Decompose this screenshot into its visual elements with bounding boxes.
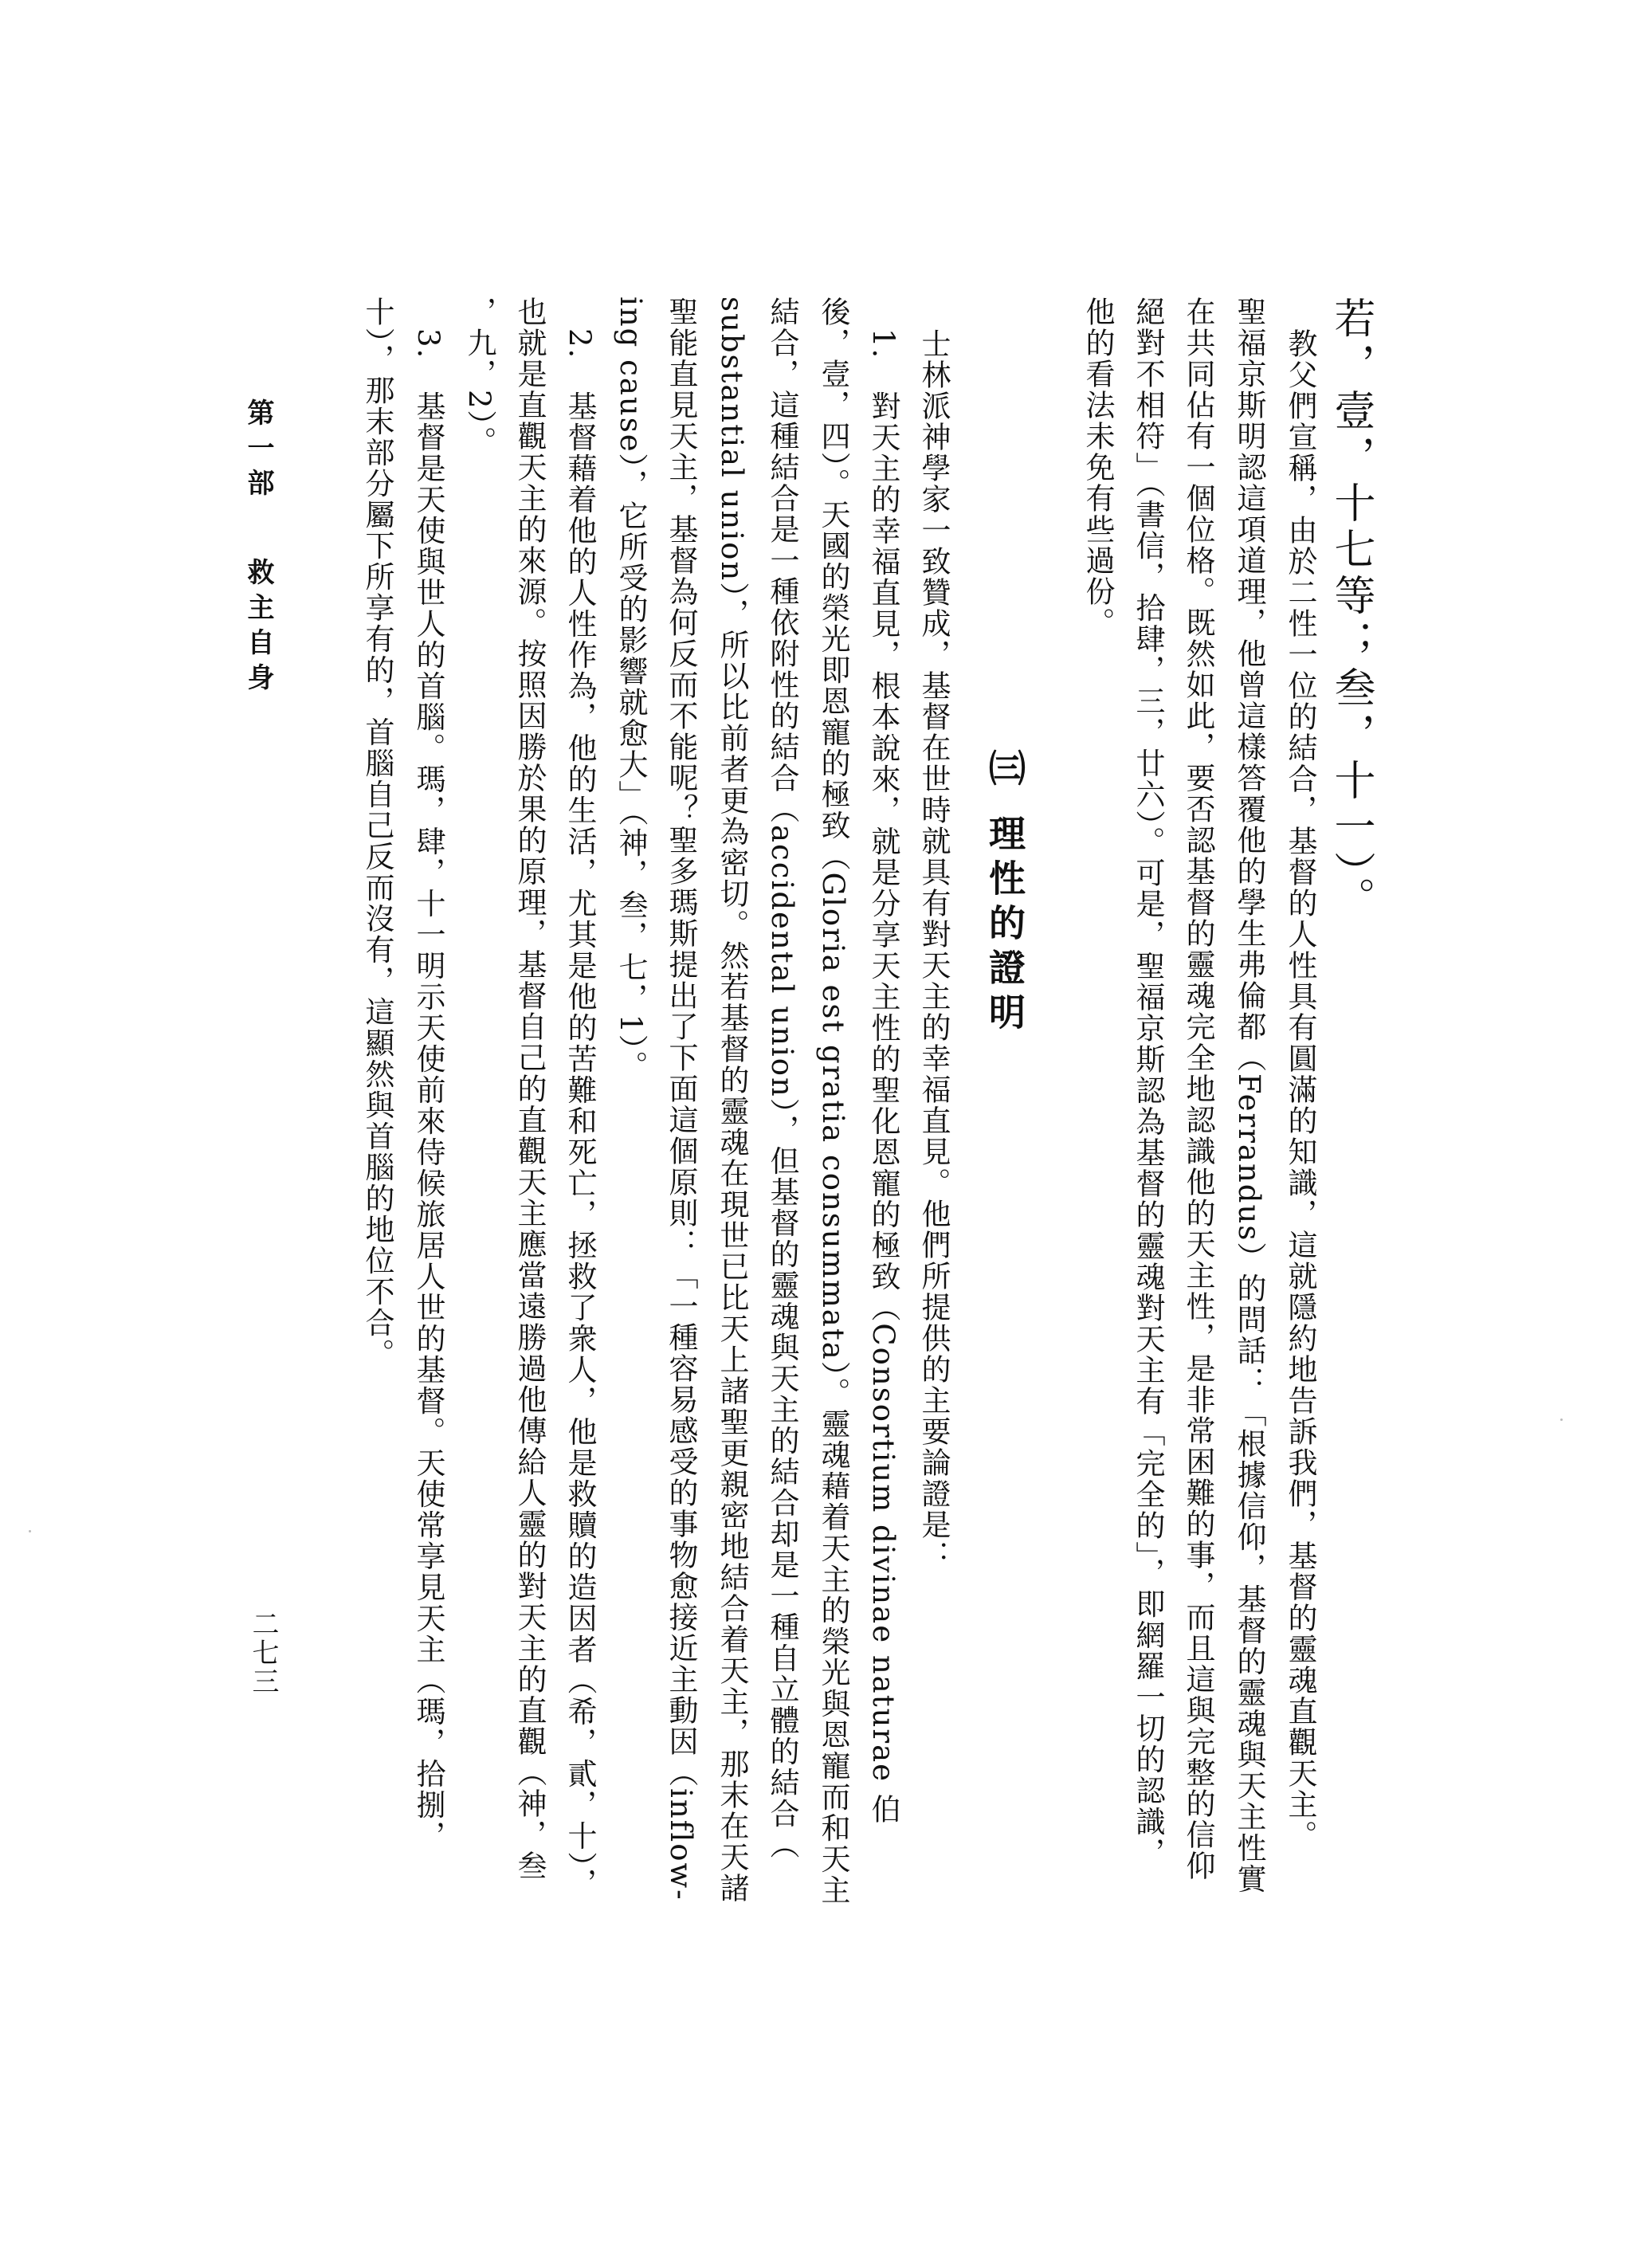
text-column-17: 3. 基督是天使與世人的首腦。瑪，肆，十一明示天使前來侍候旅居人世的基督。天使常享見天主（瑪，拾捌， (411, 328, 445, 1852)
text-column-10: 結合，這種結合是一種依附性的結合（accidental union），但基督的靈魂與天主的結合却是一種自立體的結合（ (765, 296, 799, 1861)
text-column-8: 1. 對天主的幸福直見，根本說來，就是分享天主性的聖化恩寵的極致（Consortium divinae naturae 伯 (866, 328, 900, 1825)
text-column-6: 他的看法未免有些過份。 (1081, 296, 1115, 638)
text-column-3: 聖福京斯明認這項道理，他曾這樣答覆他的學生弗倫都（Ferrandus）的問話：「根據信仰，基督的靈魂與天主性實 (1232, 296, 1266, 1895)
text-column-5: 絕對不相符」（書信，拾肆，三，廿六）。可是，聖福京斯認為基督的靈魂對天主有「完全的」，即網羅一切的認識， (1131, 296, 1165, 1869)
section-heading: ㈢ 理性的證明 (983, 749, 1026, 1038)
scan-speck (29, 1530, 31, 1532)
running-footer-title: 救主自身 (242, 558, 274, 698)
text-column-9: 後，壹，四）。天國的榮光即恩寵的極致（Gloria est gratia consummata）。靈魂藉着天主的榮光與恩寵而和天主 (816, 296, 850, 1906)
text-column-15: 也就是直觀天主的來源。按照因勝於果的原理，基督自己的直觀天主應當遠勝過他傳給人靈的對天主的直觀（神，叁 (512, 296, 547, 1881)
text-column-13: ing cause），它所受的影響就愈大」（神，叁，七，1）。 (614, 296, 648, 1082)
text-column-4: 在共同佔有一個位格。既然如此，要否認基督的靈魂完全地認識他的天主性，是非常困難的事，而且這與完整的信仰 (1181, 296, 1215, 1881)
text-column-1: 若，壹，十七等；叁，十一）。 (1327, 296, 1375, 923)
text-column-2: 教父們宣稱，由於二性一位的結合，基督的人性具有圓滿的知識，這就隱約地告訴我們，基督的靈魂直觀天主。 (1283, 328, 1317, 1851)
text-column-11: substantial union），所以比前者更為密切。然若基督的靈魂在現世已比天上諸聖更親密地結合着天主，那末在天諸 (715, 296, 749, 1904)
text-column-14: 2. 基督藉着他的人性作為，他的生活，尤其是他的苦難和死亡，拯救了衆人，他是救贖的造因者（希，貳，十）， (563, 328, 597, 1899)
text-column-7: 士林派神學家一致贊成，基督在世時就具有對天主的幸福直見。他們所提供的主要論證是： (916, 328, 951, 1572)
text-column-12: 聖能直見天主，基督為何反而不能呢？聖多瑪斯提出了下面這個原則：「一種容易感受的事物愈接近主動因（inflow- (664, 296, 698, 1901)
page-number: 二七三 (247, 1610, 279, 1696)
scan-speck (1560, 1418, 1563, 1421)
text-column-16: ，九，2）。 (462, 296, 496, 458)
text-column-18: 十），那末部分屬下所享有的，首腦自己反而沒有，這顯然與首腦的地位不合。 (360, 296, 394, 1370)
running-footer-part: 第一部 (242, 398, 274, 504)
